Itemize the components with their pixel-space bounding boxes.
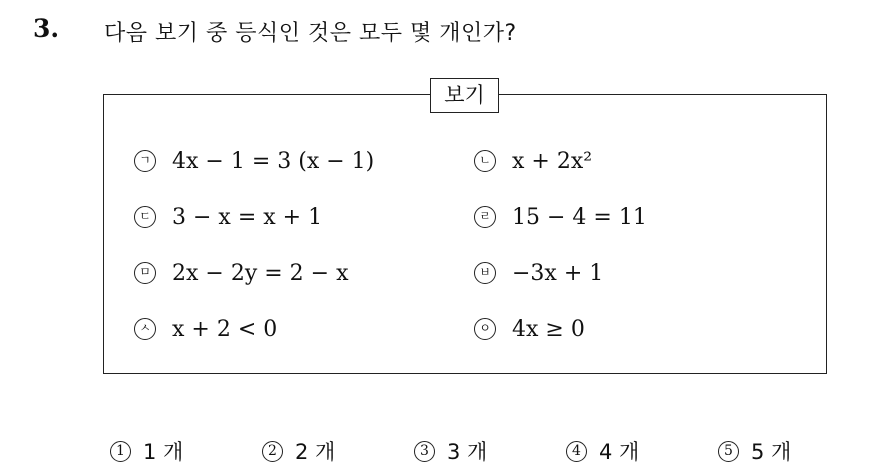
question-number: 3.: [33, 14, 60, 43]
choice-text: 3 개: [447, 440, 488, 464]
item-marker: ㅁ: [134, 262, 156, 284]
item-marker: ㄱ: [134, 150, 156, 172]
answer-choice-2[interactable]: [262, 436, 335, 466]
choice-text: 1 개: [143, 440, 184, 464]
example-item-ieung: [474, 314, 585, 344]
choice-text: 4 개: [599, 440, 640, 464]
choice-number: 4: [566, 441, 587, 462]
item-expression: 15 − 4 = 11: [512, 204, 647, 230]
example-item-rieul: [474, 202, 647, 232]
item-marker: ㄹ: [474, 206, 496, 228]
item-expression: x + 2x²: [512, 148, 593, 174]
example-item-giyeok: [134, 146, 374, 176]
item-marker: ㄷ: [134, 206, 156, 228]
example-item-mieum: [134, 258, 349, 288]
example-item-digeut: [134, 202, 322, 232]
choice-number: 1: [110, 441, 131, 462]
item-expression: 4x − 1 = 3 (x − 1): [172, 148, 375, 174]
answer-choice-5[interactable]: [718, 436, 791, 466]
item-marker: ㄴ: [474, 150, 496, 172]
example-item-siot: [134, 314, 277, 344]
choice-text: 5 개: [751, 440, 792, 464]
choice-number: 3: [414, 441, 435, 462]
choice-number: 2: [262, 441, 283, 462]
choice-number: 5: [718, 441, 739, 462]
item-expression: −3x + 1: [512, 260, 604, 286]
question-text: 다음 보기 중 등식인 것은 모두 몇 개인가?: [104, 21, 517, 46]
item-marker: ㅇ: [474, 318, 496, 340]
item-expression: 2x − 2y = 2 − x: [172, 260, 349, 286]
answer-choice-1[interactable]: [110, 436, 183, 466]
item-marker: ㅅ: [134, 318, 156, 340]
item-expression: 4x ≥ 0: [512, 316, 585, 342]
example-box-title: 보기: [430, 78, 499, 113]
answer-choice-3[interactable]: [414, 436, 487, 466]
example-item-bieup: [474, 258, 603, 288]
item-marker: ㅂ: [474, 262, 496, 284]
choice-text: 2 개: [295, 440, 336, 464]
item-expression: x + 2 < 0: [172, 316, 278, 342]
item-expression: 3 − x = x + 1: [172, 204, 323, 230]
example-item-nieun: [474, 146, 592, 176]
answer-choice-4[interactable]: [566, 436, 639, 466]
